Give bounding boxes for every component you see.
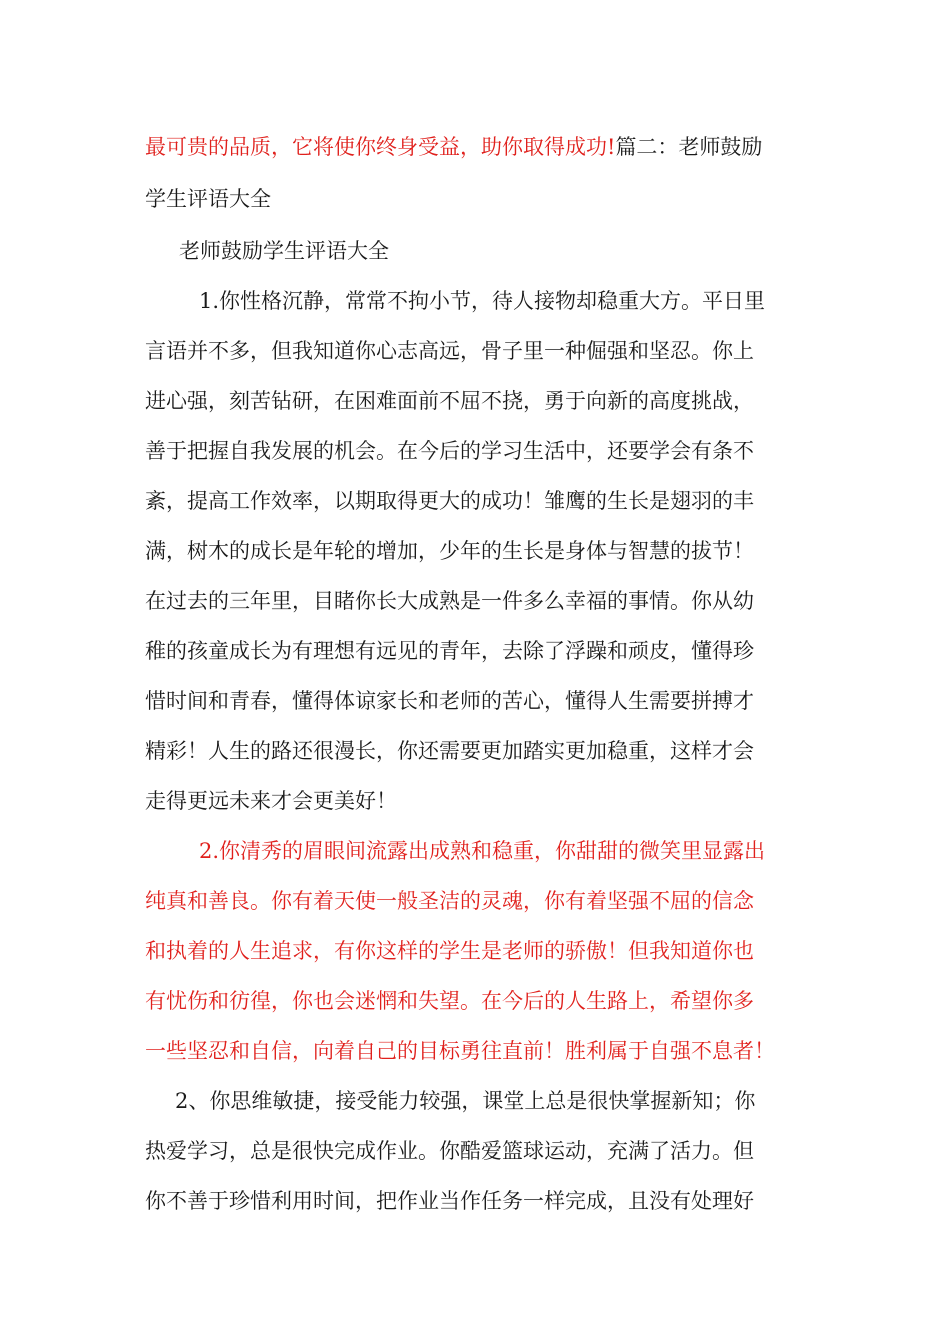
text-segment: 最可贵的品质，它将使你终身受益，助你取得成功! xyxy=(145,135,616,159)
text-line xyxy=(199,836,859,866)
text-segment: 言语并不多，但我知道你心志高远，骨子里一种倔强和坚忍。你上 xyxy=(145,339,754,363)
text-line xyxy=(145,1186,805,1216)
text-line xyxy=(145,586,805,616)
text-segment: 有忧伤和彷徨，你也会迷惘和失望。在今后的人生路上，希望你多 xyxy=(145,989,754,1013)
text-segment: 紊，提高工作效率，以期取得更大的成功！雏鹰的生长是翅羽的丰 xyxy=(145,489,754,513)
text-line xyxy=(199,286,859,316)
text-line xyxy=(145,686,805,716)
text-segment: 在过去的三年里，目睹你长大成熟是一件多么幸福的事情。你从幼 xyxy=(145,589,754,613)
text-segment: 稚的孩童成长为有理想有远见的青年，去除了浮躁和顽皮，懂得珍 xyxy=(145,639,754,663)
text-segment: 精彩！人生的路还很漫长，你还需要更加踏实更加稳重，这样才会 xyxy=(145,739,754,763)
text-line xyxy=(145,1136,805,1166)
text-segment: 一些坚忍和自信，向着自己的目标勇往直前！胜利属于自强不息者！ xyxy=(145,1039,775,1063)
text-segment: 走得更远未来才会更美好！ xyxy=(145,789,397,813)
text-line xyxy=(145,486,805,516)
text-line xyxy=(145,1036,805,1066)
text-segment: 惜时间和青春，懂得体谅家长和老师的苦心，懂得人生需要拼搏才 xyxy=(145,689,754,713)
text-line xyxy=(145,986,805,1016)
text-line xyxy=(175,1086,835,1116)
text-line xyxy=(145,386,805,416)
text-line xyxy=(145,536,805,566)
text-line xyxy=(145,886,805,916)
text-line xyxy=(145,436,805,466)
text-segment: 进心强，刻苦钻研，在困难面前不屈不挠，勇于向新的高度挑战， xyxy=(145,389,754,413)
text-line xyxy=(145,336,805,366)
text-segment: 善于把握自我发展的机会。在今后的学习生活中，还要学会有条不 xyxy=(145,439,754,463)
text-line xyxy=(145,132,805,162)
section-heading xyxy=(179,236,839,266)
text-line xyxy=(145,636,805,666)
text-segment: 老师鼓励学生评语大全 xyxy=(179,239,389,263)
text-segment: 篇二：老师鼓励 xyxy=(615,135,763,159)
text-segment: 纯真和善良。你有着天使一般圣洁的灵魂，你有着坚强不屈的信念 xyxy=(145,889,754,913)
text-segment: 学生评语大全 xyxy=(145,187,271,211)
text-line xyxy=(145,736,805,766)
text-segment: 热爱学习，总是很快完成作业。你酷爱篮球运动，充满了活力。但 xyxy=(145,1139,754,1163)
text-segment: 满，树木的成长是年轮的增加，少年的生长是身体与智慧的拔节！ xyxy=(145,539,754,563)
text-segment: 和执着的人生追求，有你这样的学生是老师的骄傲！但我知道你也 xyxy=(145,939,754,963)
text-line xyxy=(145,786,805,816)
text-segment: 2.你清秀的眉眼间流露出成熟和稳重，你甜甜的微笑里显露出 xyxy=(199,839,766,863)
text-segment: 2、你思维敏捷，接受能力较强，课堂上总是很快掌握新知；你 xyxy=(175,1089,756,1113)
text-segment: 1.你性格沉静，常常不拘小节，待人接物却稳重大方。平日里 xyxy=(199,289,766,313)
text-segment: 你不善于珍惜利用时间，把作业当作任务一样完成，且没有处理好 xyxy=(145,1189,754,1213)
text-line xyxy=(145,184,805,214)
text-line xyxy=(145,936,805,966)
